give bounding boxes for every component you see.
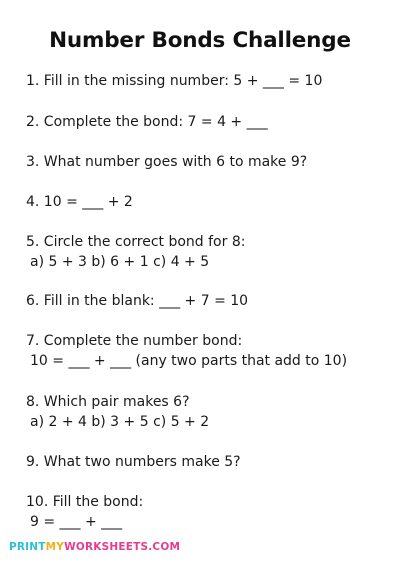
- question-5: 5. Circle the correct bond for 8:: [26, 234, 246, 250]
- footer-logo-worksheets: WORKSHEETS.COM: [64, 541, 181, 553]
- page-title: Number Bonds Challenge: [49, 28, 351, 53]
- question-7-detail: 10 = ___ + ___ (any two parts that add to 10): [30, 353, 348, 369]
- question-4: 4. 10 = ___ + 2: [26, 194, 133, 210]
- question-3: 3. What number goes with 6 to make 9?: [26, 154, 308, 170]
- question-9: 9. What two numbers make 5?: [26, 454, 241, 470]
- question-5-options: a) 5 + 3 b) 6 + 1 c) 4 + 5: [30, 254, 210, 270]
- question-2: 2. Complete the bond: 7 = 4 + ___: [26, 114, 268, 130]
- site-footer-logo: [9, 541, 180, 553]
- question-10: 10. Fill the bond:: [26, 494, 144, 510]
- footer-logo-print: PRINT: [9, 541, 46, 553]
- question-8-options: a) 2 + 4 b) 3 + 5 c) 5 + 2: [30, 414, 210, 430]
- question-7: 7. Complete the number bond:: [26, 333, 243, 349]
- question-10-detail: 9 = ___ + ___: [30, 514, 123, 530]
- footer-logo-my: MY: [45, 541, 65, 553]
- question-6: 6. Fill in the blank: ___ + 7 = 10: [26, 293, 249, 309]
- question-1: 1. Fill in the missing number: 5 + ___ = 10: [26, 73, 323, 89]
- question-8: 8. Which pair makes 6?: [26, 394, 190, 410]
